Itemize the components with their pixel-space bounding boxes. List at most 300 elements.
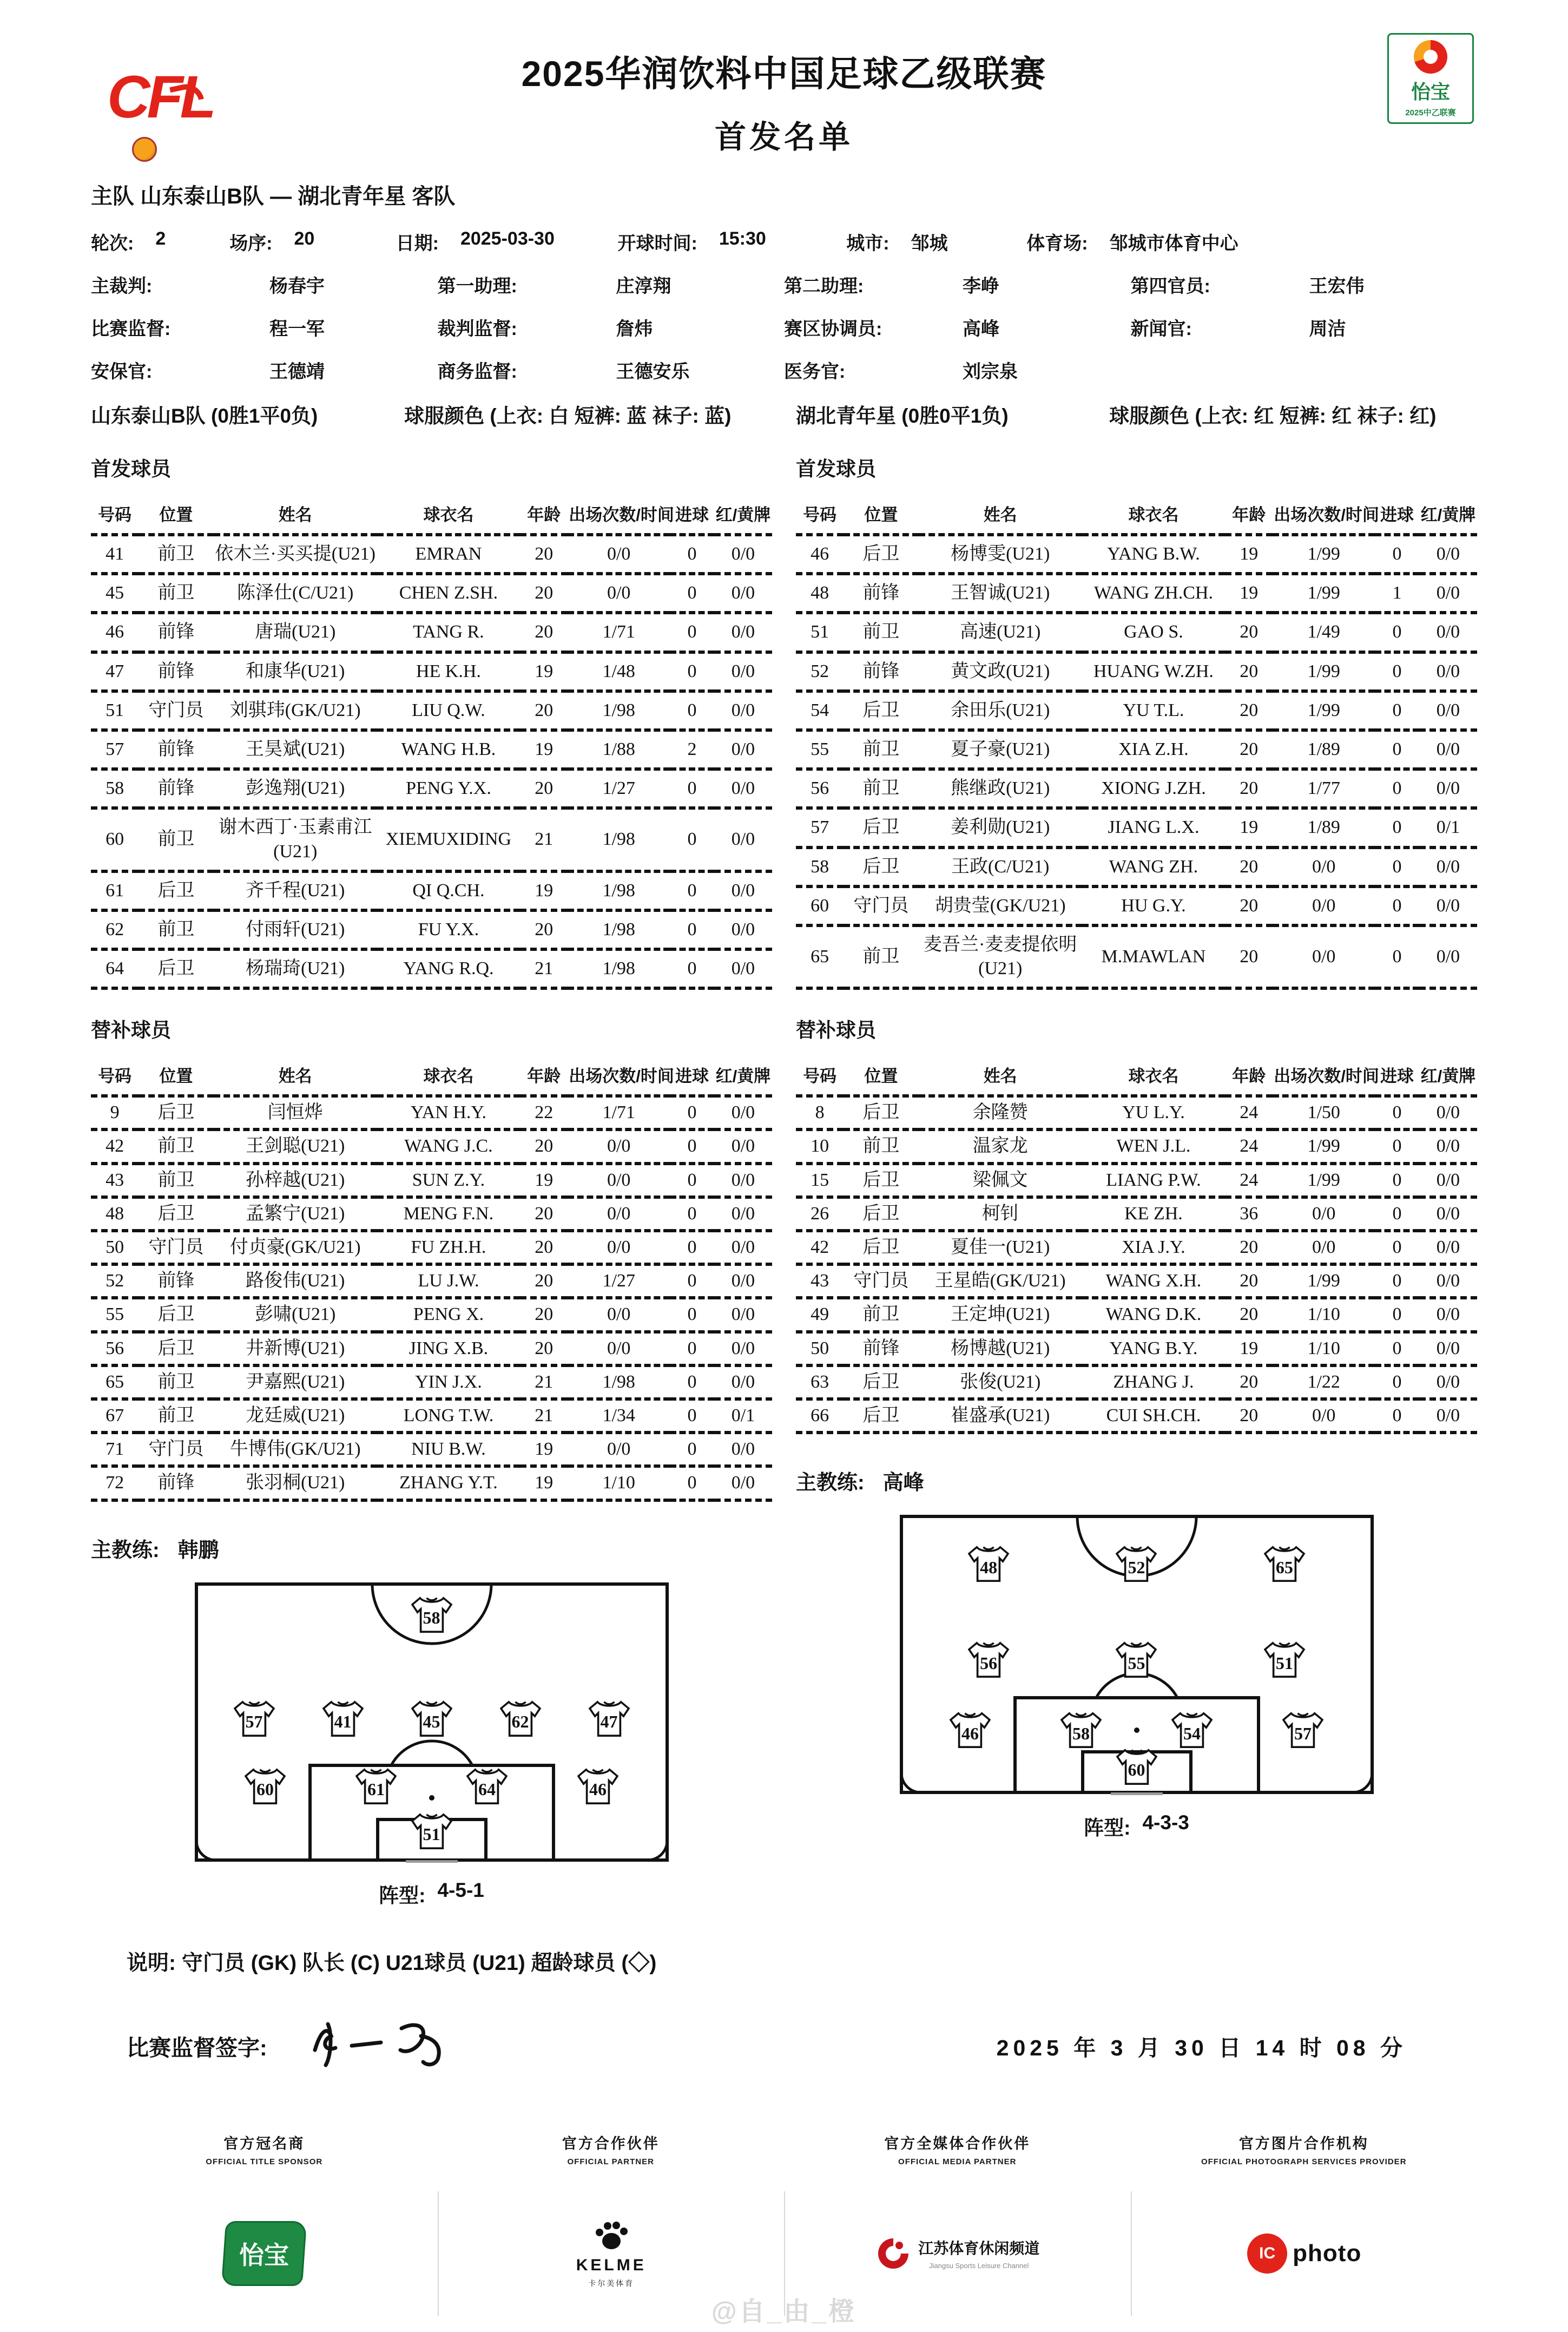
player-apps-time: 1/89 bbox=[1273, 730, 1375, 769]
sponsor-title: 官方图片合作机构 bbox=[1238, 2135, 1369, 2152]
player-cards: 0/0 bbox=[1419, 1096, 1477, 1129]
sponsor-title: 官方全媒体合作伙伴 bbox=[884, 2135, 1031, 2152]
player-age: 24 bbox=[1225, 1164, 1273, 1197]
player-jersey-name: WEN J.L. bbox=[1082, 1129, 1225, 1163]
formation-line bbox=[194, 1879, 670, 1908]
player-position: 后卫 bbox=[139, 871, 213, 910]
player-name: 胡贵莹(GK/U21) bbox=[919, 886, 1082, 925]
player-goals: 0 bbox=[670, 1231, 714, 1264]
jersey-number: 57 bbox=[1294, 1723, 1312, 1743]
jersey-icon bbox=[1170, 1711, 1214, 1750]
jersey-icon bbox=[410, 1812, 453, 1851]
player-name: 付贞豪(GK/U21) bbox=[214, 1231, 377, 1264]
player-cards: 0/0 bbox=[1419, 1332, 1477, 1365]
column-header: 号码 bbox=[796, 497, 844, 535]
formation-row bbox=[210, 1812, 654, 1851]
player-position: 前卫 bbox=[844, 613, 918, 652]
team-column bbox=[796, 399, 1477, 1911]
player-goals: 0 bbox=[1375, 848, 1419, 886]
legend-note: 说明: 守门员 (GK) 队长 (C) U21球员 (U21) 超龄球员 (◇) bbox=[127, 1951, 657, 1975]
player-jersey-name: JING X.B. bbox=[377, 1332, 520, 1365]
player-jersey-name: TANG R. bbox=[377, 613, 520, 652]
jersey-number: 61 bbox=[367, 1779, 385, 1799]
match-teams-line: 主队 山东泰山B队 — 湖北青年星 客队 bbox=[91, 185, 456, 208]
player-position: 守门员 bbox=[139, 1433, 213, 1466]
player-goals: 0 bbox=[670, 1466, 714, 1500]
info-label: 第四官员: bbox=[1130, 276, 1210, 297]
player-cards: 0/0 bbox=[714, 613, 772, 652]
player-number: 56 bbox=[91, 1332, 139, 1365]
info-cell bbox=[438, 314, 785, 340]
team-name-record: 山东泰山B队 (0胜1平0负) bbox=[91, 405, 318, 427]
player-age: 20 bbox=[1225, 1399, 1273, 1433]
player-name: 杨博雯(U21) bbox=[919, 535, 1082, 574]
player-position: 前锋 bbox=[139, 613, 213, 652]
player-jersey-name: XIEMUXIDING bbox=[377, 808, 520, 871]
coach-line bbox=[91, 1533, 772, 1563]
player-row bbox=[91, 949, 772, 988]
player-number: 51 bbox=[91, 691, 139, 730]
player-goals: 0 bbox=[1375, 808, 1419, 847]
formation-value: 4-5-1 bbox=[437, 1878, 484, 1901]
player-goals: 0 bbox=[670, 1164, 714, 1197]
player-name: 井新博(U21) bbox=[214, 1332, 377, 1365]
player-age: 21 bbox=[520, 1365, 568, 1399]
jersey-number: 55 bbox=[1128, 1653, 1145, 1673]
player-cards: 0/0 bbox=[714, 1096, 772, 1129]
player-cards: 0/0 bbox=[714, 1466, 772, 1500]
jersey-number: 65 bbox=[1275, 1557, 1293, 1577]
player-jersey-name: KE ZH. bbox=[1082, 1197, 1225, 1231]
player-position: 守门员 bbox=[139, 1231, 213, 1264]
player-row bbox=[91, 1466, 772, 1500]
info-cell bbox=[784, 271, 1131, 298]
player-age: 20 bbox=[1225, 1365, 1273, 1399]
formation-row bbox=[915, 1711, 1359, 1750]
player-age: 24 bbox=[1225, 1096, 1273, 1129]
player-age: 19 bbox=[520, 1433, 568, 1466]
player-number: 72 bbox=[91, 1466, 139, 1500]
player-number: 52 bbox=[796, 652, 844, 691]
player-number: 47 bbox=[91, 652, 139, 691]
player-name: 黄文政(U21) bbox=[919, 652, 1082, 691]
column-header: 姓名 bbox=[214, 497, 377, 535]
player-row bbox=[91, 1433, 772, 1466]
starting-players-label: 首发球员 bbox=[91, 458, 171, 480]
player-cards: 0/0 bbox=[1419, 1231, 1477, 1264]
player-apps-time: 0/0 bbox=[1273, 1399, 1375, 1433]
player-goals: 0 bbox=[670, 1129, 714, 1163]
player-position: 后卫 bbox=[844, 691, 918, 730]
player-cards: 0/0 bbox=[1419, 691, 1477, 730]
coach-label: 主教练: bbox=[91, 1539, 160, 1562]
player-jersey-name: NIU B.W. bbox=[377, 1433, 520, 1466]
player-row bbox=[796, 848, 1477, 886]
column-header: 年龄 bbox=[520, 497, 568, 535]
info-label: 第二助理: bbox=[784, 276, 864, 297]
player-row bbox=[91, 871, 772, 910]
player-jersey-name: YAN H.Y. bbox=[377, 1096, 520, 1129]
formation-diagram bbox=[194, 1581, 670, 1908]
player-cards: 0/0 bbox=[714, 949, 772, 988]
substitutes-table bbox=[91, 1058, 772, 1501]
player-number: 42 bbox=[796, 1231, 844, 1264]
player-name: 孟繁宁(U21) bbox=[214, 1197, 377, 1231]
player-number: 56 bbox=[796, 769, 844, 808]
player-position: 前卫 bbox=[844, 1298, 918, 1331]
column-header: 红/黄牌 bbox=[1419, 1058, 1477, 1096]
player-position: 守门员 bbox=[844, 1264, 918, 1298]
player-age: 19 bbox=[1225, 1332, 1273, 1365]
sponsor-subtitle: OFFICIAL PHOTOGRAPH SERVICES PROVIDER bbox=[1201, 2157, 1407, 2166]
player-apps-time: 1/88 bbox=[568, 730, 670, 769]
player-age: 20 bbox=[1225, 1298, 1273, 1331]
info-cell bbox=[784, 357, 1131, 383]
player-position: 后卫 bbox=[844, 1197, 918, 1231]
signature-row bbox=[91, 2012, 1477, 2080]
player-apps-time: 1/98 bbox=[568, 871, 670, 910]
jstv-swoosh-icon bbox=[876, 2236, 911, 2271]
info-cell bbox=[396, 228, 618, 255]
player-name: 张羽桐(U21) bbox=[214, 1466, 377, 1500]
starting-players-table bbox=[796, 497, 1477, 990]
player-goals: 0 bbox=[670, 1433, 714, 1466]
player-name: 彭啸(U21) bbox=[214, 1298, 377, 1331]
player-name: 陈泽仕(C/U21) bbox=[214, 574, 377, 613]
player-row bbox=[91, 1197, 772, 1231]
player-row bbox=[796, 1332, 1477, 1365]
substitutes-table bbox=[796, 1058, 1477, 1434]
info-value: 王宏伟 bbox=[1309, 276, 1365, 297]
jersey-number: 62 bbox=[511, 1712, 529, 1732]
info-label: 城市: bbox=[846, 233, 890, 254]
player-cards: 0/0 bbox=[714, 1433, 772, 1466]
supervisor-signature-label: 比赛监督签字: bbox=[127, 2035, 267, 2060]
player-age: 20 bbox=[520, 910, 568, 949]
jersey-number: 46 bbox=[589, 1779, 607, 1799]
player-goals: 0 bbox=[1375, 691, 1419, 730]
player-apps-time: 1/99 bbox=[1273, 574, 1375, 613]
player-row bbox=[796, 1231, 1477, 1264]
player-apps-time: 0/0 bbox=[568, 1433, 670, 1466]
info-label: 第一助理: bbox=[437, 276, 517, 297]
jersey-icon bbox=[321, 1699, 365, 1738]
player-apps-time: 1/99 bbox=[1273, 535, 1375, 574]
player-number: 55 bbox=[796, 730, 844, 769]
jersey-number: 45 bbox=[423, 1712, 440, 1732]
jersey-icon bbox=[1115, 1640, 1158, 1679]
player-position: 前锋 bbox=[139, 730, 213, 769]
player-number: 10 bbox=[796, 1129, 844, 1163]
player-cards: 0/0 bbox=[714, 730, 772, 769]
player-row bbox=[796, 1129, 1477, 1163]
player-goals: 0 bbox=[1375, 1399, 1419, 1433]
player-name: 王昊斌(U21) bbox=[214, 730, 377, 769]
player-age: 21 bbox=[520, 808, 568, 871]
player-age: 20 bbox=[520, 1231, 568, 1264]
formation-row bbox=[915, 1545, 1359, 1584]
player-goals: 0 bbox=[1375, 652, 1419, 691]
player-row bbox=[91, 730, 772, 769]
info-value: 邹城市体育中心 bbox=[1109, 233, 1238, 254]
player-goals: 0 bbox=[670, 652, 714, 691]
player-position: 后卫 bbox=[139, 1197, 213, 1231]
info-value: 2 bbox=[155, 228, 166, 249]
player-jersey-name: WANG H.B. bbox=[377, 730, 520, 769]
player-age: 20 bbox=[520, 1264, 568, 1298]
player-cards: 0/0 bbox=[714, 535, 772, 574]
info-value: 邹城 bbox=[911, 233, 948, 254]
player-age: 19 bbox=[1225, 535, 1273, 574]
substitutes-label: 替补球员 bbox=[796, 1019, 876, 1042]
player-jersey-name: WANG ZH.CH. bbox=[1082, 574, 1225, 613]
player-goals: 0 bbox=[1375, 1129, 1419, 1163]
player-position: 后卫 bbox=[844, 1231, 918, 1264]
jersey-number: 58 bbox=[1072, 1723, 1090, 1743]
player-goals: 0 bbox=[670, 1264, 714, 1298]
info-cell bbox=[91, 357, 438, 383]
player-age: 20 bbox=[520, 613, 568, 652]
player-name: 路俊伟(U21) bbox=[214, 1264, 377, 1298]
player-cards: 0/0 bbox=[1419, 535, 1477, 574]
player-age: 20 bbox=[1225, 1231, 1273, 1264]
player-position: 后卫 bbox=[139, 949, 213, 988]
player-age: 20 bbox=[520, 769, 568, 808]
info-label: 体育场: bbox=[1026, 233, 1088, 254]
player-row bbox=[796, 1365, 1477, 1399]
info-label: 比赛监督: bbox=[91, 319, 171, 339]
player-number: 42 bbox=[91, 1129, 139, 1163]
player-apps-time: 0/0 bbox=[568, 1129, 670, 1163]
info-label: 日期: bbox=[396, 233, 439, 254]
yibao-sponsor-badge bbox=[1387, 33, 1474, 124]
team-column bbox=[91, 399, 772, 1911]
football-icon bbox=[132, 137, 157, 162]
player-jersey-name: XIA J.Y. bbox=[1082, 1231, 1225, 1264]
player-number: 9 bbox=[91, 1096, 139, 1129]
jersey-number: 56 bbox=[980, 1653, 998, 1673]
player-name: 姜利勋(U21) bbox=[919, 808, 1082, 847]
player-jersey-name: GAO S. bbox=[1082, 613, 1225, 652]
player-row bbox=[796, 730, 1477, 769]
player-cards: 0/0 bbox=[714, 1332, 772, 1365]
player-name: 王剑聪(U21) bbox=[214, 1129, 377, 1163]
player-number: 60 bbox=[796, 886, 844, 925]
player-jersey-name: XIONG J.ZH. bbox=[1082, 769, 1225, 808]
jersey-icon bbox=[967, 1545, 1010, 1584]
player-apps-time: 0/0 bbox=[568, 574, 670, 613]
info-cell bbox=[229, 228, 396, 255]
player-apps-time: 1/10 bbox=[568, 1466, 670, 1500]
sponsor-title: 官方冠名商 bbox=[223, 2135, 305, 2152]
player-name: 唐瑞(U21) bbox=[214, 613, 377, 652]
player-position: 前锋 bbox=[139, 652, 213, 691]
info-value: 庄淳翔 bbox=[616, 276, 671, 297]
player-goals: 0 bbox=[1375, 769, 1419, 808]
column-header: 姓名 bbox=[214, 1058, 377, 1096]
player-row bbox=[796, 1164, 1477, 1197]
player-age: 20 bbox=[520, 1332, 568, 1365]
player-jersey-name: FU ZH.H. bbox=[377, 1231, 520, 1264]
team-name-record: 湖北青年星 (0胜0平1负) bbox=[796, 405, 1009, 427]
player-age: 19 bbox=[520, 1164, 568, 1197]
player-cards: 0/0 bbox=[1419, 1164, 1477, 1197]
info-value: 王德安乐 bbox=[616, 362, 690, 382]
player-goals: 0 bbox=[1375, 1264, 1419, 1298]
player-number: 46 bbox=[796, 535, 844, 574]
info-cell bbox=[1131, 314, 1478, 340]
formation-row bbox=[915, 1640, 1359, 1679]
player-cards: 0/0 bbox=[714, 1164, 772, 1197]
player-row bbox=[91, 1332, 772, 1365]
column-header: 姓名 bbox=[919, 1058, 1082, 1096]
player-age: 20 bbox=[1225, 613, 1273, 652]
player-jersey-name: WANG J.C. bbox=[377, 1129, 520, 1163]
player-name: 余隆赞 bbox=[919, 1096, 1082, 1129]
info-value: 王德靖 bbox=[269, 362, 325, 382]
player-apps-time: 0/0 bbox=[1273, 848, 1375, 886]
info-label: 新闻官: bbox=[1130, 319, 1192, 339]
jersey-icon bbox=[410, 1699, 453, 1738]
player-jersey-name: EMRAN bbox=[377, 535, 520, 574]
info-value: 15:30 bbox=[719, 228, 766, 249]
player-name: 温家龙 bbox=[919, 1129, 1082, 1163]
player-name: 夏子豪(U21) bbox=[919, 730, 1082, 769]
sponsor-subtitle: OFFICIAL TITLE SPONSOR bbox=[206, 2157, 323, 2166]
player-name: 牛博伟(GK/U21) bbox=[214, 1433, 377, 1466]
player-position: 前锋 bbox=[844, 1332, 918, 1365]
player-row bbox=[91, 613, 772, 652]
player-position: 前卫 bbox=[139, 808, 213, 871]
player-name: 孙梓越(U21) bbox=[214, 1164, 377, 1197]
info-row bbox=[91, 357, 1477, 383]
player-goals: 0 bbox=[670, 808, 714, 871]
starting-players-table bbox=[91, 497, 772, 990]
player-row bbox=[796, 1096, 1477, 1129]
player-position: 前卫 bbox=[139, 574, 213, 613]
player-jersey-name: YANG B.Y. bbox=[1082, 1332, 1225, 1365]
player-number: 54 bbox=[796, 691, 844, 730]
player-jersey-name: LONG T.W. bbox=[377, 1399, 520, 1433]
player-cards: 0/0 bbox=[1419, 1264, 1477, 1298]
player-jersey-name: HU G.Y. bbox=[1082, 886, 1225, 925]
player-position: 守门员 bbox=[844, 886, 918, 925]
player-cards: 0/0 bbox=[1419, 848, 1477, 886]
player-age: 20 bbox=[520, 574, 568, 613]
player-number: 61 bbox=[91, 871, 139, 910]
formation-row bbox=[210, 1767, 654, 1806]
player-jersey-name: YANG R.Q. bbox=[377, 949, 520, 988]
player-position: 后卫 bbox=[139, 1096, 213, 1129]
column-header: 球衣名 bbox=[377, 497, 520, 535]
page-titles bbox=[91, 30, 1477, 157]
jersey-icon bbox=[1281, 1711, 1325, 1750]
page-header bbox=[91, 30, 1477, 165]
coach-name: 韩鹏 bbox=[177, 1539, 219, 1562]
player-cards: 0/0 bbox=[1419, 613, 1477, 652]
player-age: 20 bbox=[520, 535, 568, 574]
player-age: 36 bbox=[1225, 1197, 1273, 1231]
player-name: 麦吾兰·麦麦提依明(U21) bbox=[919, 925, 1082, 988]
player-jersey-name: HE K.H. bbox=[377, 652, 520, 691]
player-position: 后卫 bbox=[844, 1365, 918, 1399]
formation-row bbox=[210, 1699, 654, 1738]
player-apps-time: 1/49 bbox=[1273, 613, 1375, 652]
player-position: 前卫 bbox=[844, 769, 918, 808]
jersey-icon bbox=[233, 1699, 276, 1738]
player-age: 20 bbox=[1225, 886, 1273, 925]
player-position: 后卫 bbox=[844, 808, 918, 847]
player-name: 杨博越(U21) bbox=[919, 1332, 1082, 1365]
info-label: 安保官: bbox=[91, 362, 153, 382]
sponsor-block-photo-partner bbox=[1131, 2132, 1478, 2332]
sponsor-subtitle: OFFICIAL PARTNER bbox=[567, 2157, 654, 2166]
player-row bbox=[91, 574, 772, 613]
player-row bbox=[91, 1231, 772, 1264]
column-header: 年龄 bbox=[520, 1058, 568, 1096]
player-number: 64 bbox=[91, 949, 139, 988]
jersey-icon bbox=[1263, 1545, 1306, 1584]
player-row bbox=[91, 1399, 772, 1433]
player-apps-time: 1/71 bbox=[568, 613, 670, 652]
player-apps-time: 0/0 bbox=[568, 1164, 670, 1197]
column-header: 姓名 bbox=[919, 497, 1082, 535]
team-columns bbox=[91, 399, 1477, 1911]
player-age: 20 bbox=[520, 1298, 568, 1331]
info-label: 医务官: bbox=[784, 362, 846, 382]
player-position: 前卫 bbox=[139, 1399, 213, 1433]
table-header-row bbox=[796, 1058, 1477, 1096]
info-cell bbox=[1131, 271, 1478, 298]
player-age: 19 bbox=[520, 1466, 568, 1500]
player-number: 43 bbox=[796, 1264, 844, 1298]
player-number: 51 bbox=[796, 613, 844, 652]
player-goals: 0 bbox=[1375, 925, 1419, 988]
info-label: 场序: bbox=[229, 233, 273, 254]
player-goals: 0 bbox=[670, 1332, 714, 1365]
info-value: 程一军 bbox=[269, 319, 325, 339]
player-number: 65 bbox=[796, 925, 844, 988]
player-name: 谢木西丁·玉素甫江(U21) bbox=[214, 808, 377, 871]
player-position: 前锋 bbox=[844, 652, 918, 691]
ic-circle-icon: IC bbox=[1247, 2234, 1287, 2274]
player-goals: 0 bbox=[670, 613, 714, 652]
player-name: 和康华(U21) bbox=[214, 652, 377, 691]
player-cards: 0/0 bbox=[714, 769, 772, 808]
team-kit-colors: 球服颜色 (上衣: 白 短裤: 蓝 袜子: 蓝) bbox=[404, 405, 732, 427]
jersey-number: 52 bbox=[1128, 1557, 1145, 1577]
player-name: 王定坤(U21) bbox=[919, 1298, 1082, 1331]
jersey-number: 46 bbox=[961, 1723, 979, 1743]
jersey-number: 48 bbox=[980, 1557, 998, 1577]
info-cell bbox=[846, 228, 1026, 255]
coach-label: 主教练: bbox=[796, 1472, 865, 1495]
player-cards: 0/0 bbox=[1419, 1365, 1477, 1399]
player-name: 王智诚(U21) bbox=[919, 574, 1082, 613]
player-jersey-name: YU T.L. bbox=[1082, 691, 1225, 730]
player-position: 前锋 bbox=[139, 1264, 213, 1298]
page-title: 2025华润饮料中国足球乙级联赛 bbox=[521, 54, 1047, 94]
player-name: 梁佩文 bbox=[919, 1164, 1082, 1197]
player-apps-time: 0/0 bbox=[1273, 886, 1375, 925]
player-cards: 0/0 bbox=[1419, 730, 1477, 769]
info-cell bbox=[438, 271, 785, 298]
player-jersey-name: M.MAWLAN bbox=[1082, 925, 1225, 988]
player-apps-time: 1/48 bbox=[568, 652, 670, 691]
player-row bbox=[91, 652, 772, 691]
player-age: 20 bbox=[520, 1129, 568, 1163]
info-row bbox=[91, 228, 1477, 255]
